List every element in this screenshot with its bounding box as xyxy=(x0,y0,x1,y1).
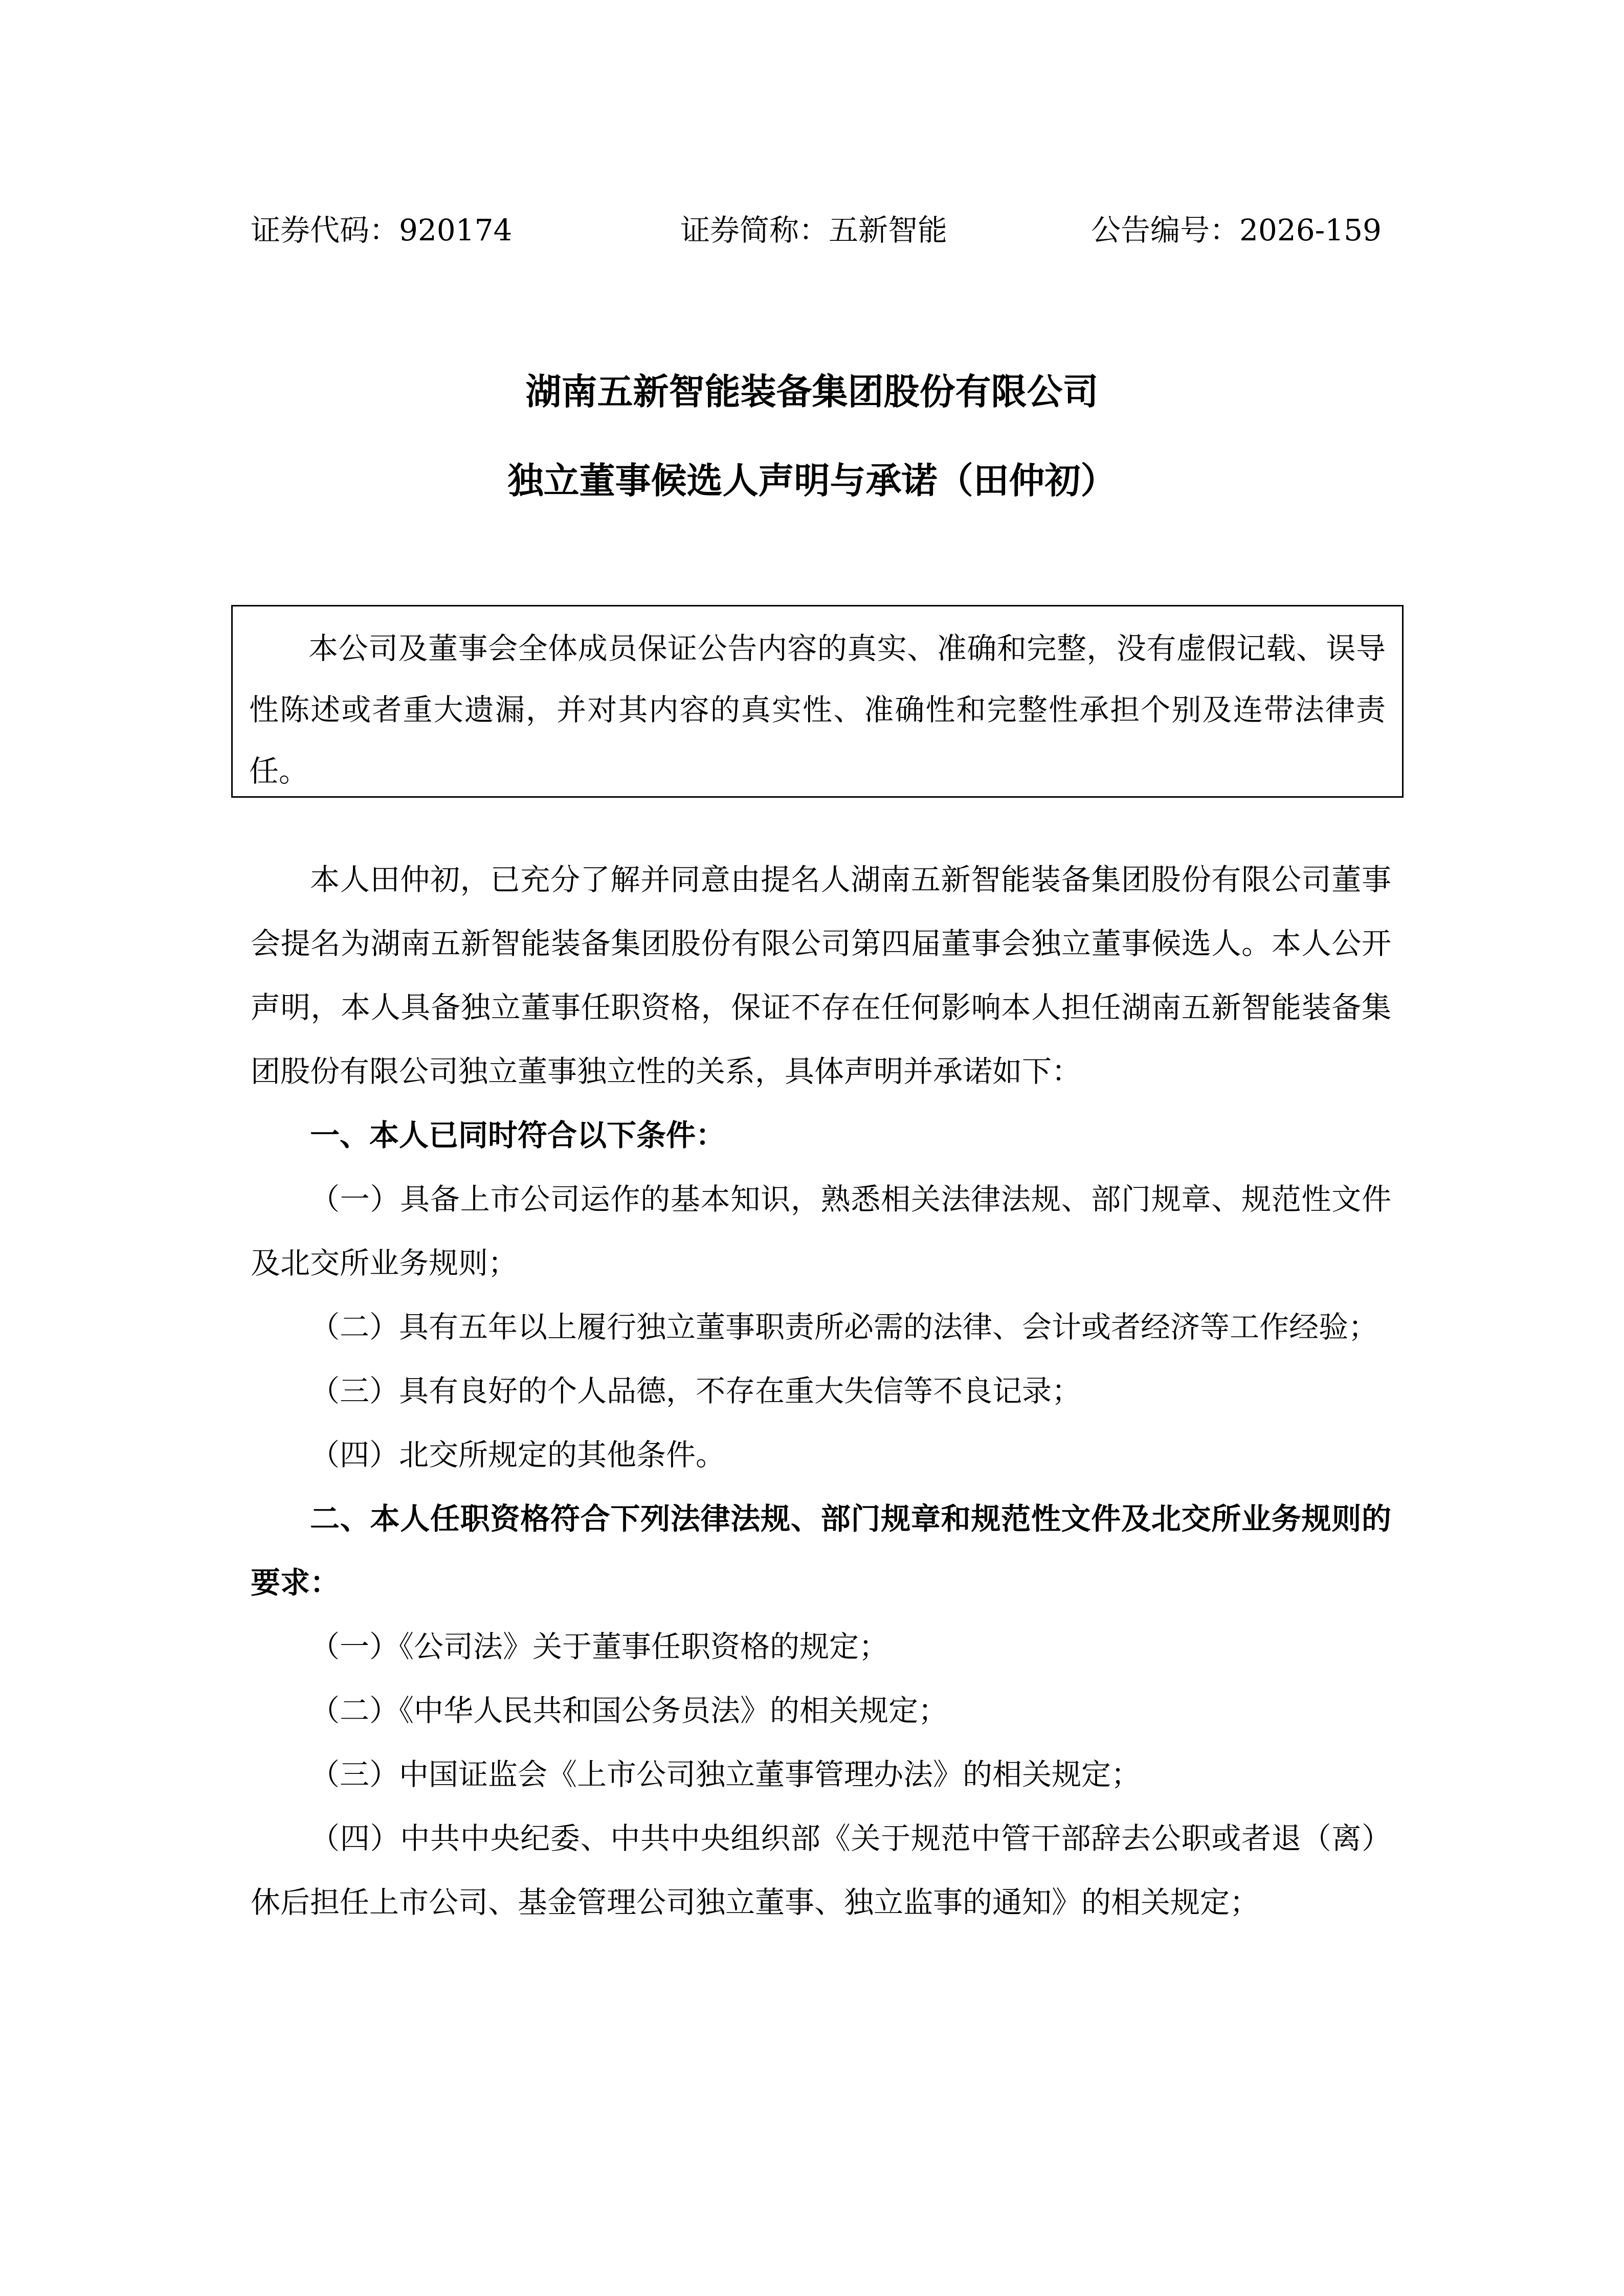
document-title-company: 湖南五新智能装备集团股份有限公司 xyxy=(525,371,1099,413)
section-1-item: （三）具有良好的个人品德，不存在重大失信等不良记录； xyxy=(310,1374,1082,1408)
board-guarantee-notice-text: 本公司及董事会全体成员保证公告内容的真实、准确和完整，没有虚假记载、误导性陈述或者重大遗漏，并对其内容的真实性、准确性和完整性承担个别及连带法律责任。 xyxy=(249,631,1386,789)
statement-body xyxy=(251,848,1391,1934)
section-1-item: （一）具备上市公司运作的基本知识，熟悉相关法律法规、部门规章、规范性文件及北交所业务规则； xyxy=(251,1182,1391,1280)
intro-paragraph: 本人田仲初，已充分了解并同意由提名人湖南五新智能装备集团股份有限公司董事会提名为湖南五新智能装备集团股份有限公司第四届董事会独立董事候选人。本人公开声明，本人具备独立董事任职资格，保证不存在任何影响本人担任湖南五新智能装备集团股份有限公司独立董事独立性的关系，具体声明并承诺如下： xyxy=(251,862,1391,1089)
section-1-item: （二）具有五年以上履行独立董事职责所必需的法律、会计或者经济等工作经验； xyxy=(310,1310,1378,1344)
announcement-number: 公告编号：2026-159 xyxy=(1091,213,1382,247)
document-title-statement: 独立董事候选人声明与承诺（田仲初） xyxy=(507,460,1117,502)
section-2-item: （一）《公司法》关于董事任职资格的规定； xyxy=(310,1629,889,1664)
security-code: 证券代码：920174 xyxy=(251,213,513,247)
section-2-item: （三）中国证监会《上市公司独立董事管理办法》的相关规定； xyxy=(310,1757,1141,1792)
section-1-heading: 一、本人已同时符合以下条件： xyxy=(310,1118,726,1153)
section-2-item: （四）中共中央纪委、中共中央组织部《关于规范中管干部辞去公职或者退（离）休后担任上市公司、基金管理公司独立董事、独立监事的通知》的相关规定； xyxy=(251,1821,1391,1920)
section-1-item: （四）北交所规定的其他条件。 xyxy=(310,1437,726,1472)
announcement-header xyxy=(0,207,1624,253)
security-abbreviation: 证券简称：五新智能 xyxy=(680,213,948,247)
section-2-heading: 二、本人任职资格符合下列法律法规、部门规章和规范性文件及北交所业务规则的要求： xyxy=(251,1501,1391,1600)
board-guarantee-notice-box xyxy=(231,605,1404,798)
section-2-item: （二）《中华人民共和国公务员法》的相关规定； xyxy=(310,1693,948,1728)
